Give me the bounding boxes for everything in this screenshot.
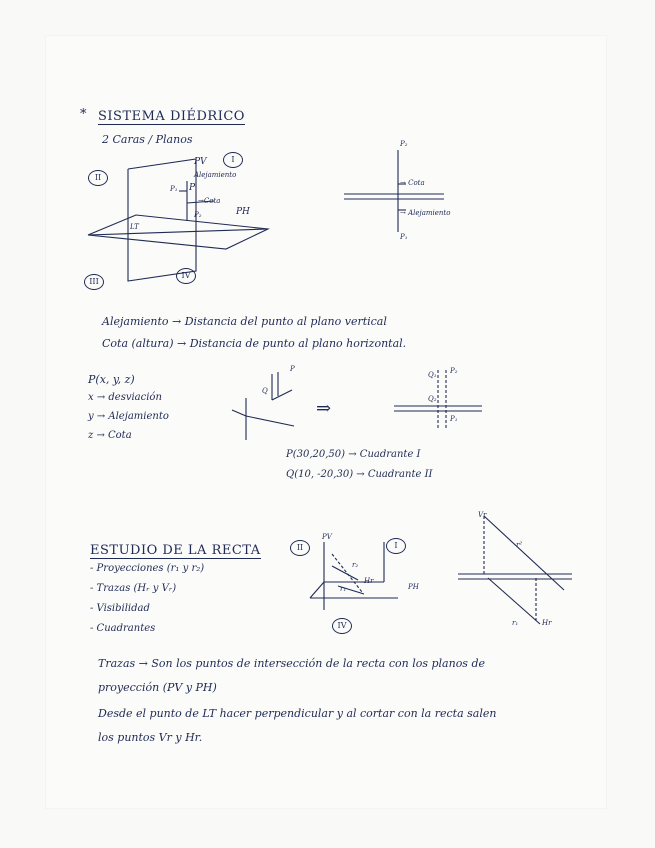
label-lt: LT bbox=[130, 223, 139, 231]
line-label-ph: PH bbox=[408, 583, 419, 591]
notebook-sheet bbox=[46, 36, 606, 808]
label-pv: PV bbox=[194, 157, 207, 167]
label-p1: P₁ bbox=[170, 185, 178, 193]
section2-item-3: - Visibilidad bbox=[90, 603, 150, 614]
section2-item-2: - Trazas (Hᵣ y Vᵣ) bbox=[90, 583, 177, 594]
label-p2: P₂ bbox=[194, 211, 202, 219]
mini-label-p1: P₁ bbox=[450, 415, 458, 423]
quadrant-4-badge: IV bbox=[176, 268, 196, 284]
label-ph: PH bbox=[236, 207, 250, 217]
mini-label-p: P bbox=[290, 365, 295, 373]
proj2-label-vr: Vr bbox=[478, 511, 487, 519]
label-p: P bbox=[189, 183, 196, 193]
section1-title: SISTEMA DIÉDRICO bbox=[98, 109, 245, 124]
line-quadrant-1-badge: I bbox=[386, 538, 406, 554]
definition-cota: Cota (altura) → Distancia de punto al plano horizontal. bbox=[102, 337, 407, 350]
quadrant-1-badge: I bbox=[223, 152, 243, 168]
mini-label-q2: Q₂ bbox=[428, 395, 437, 403]
line-label-hr: Hr bbox=[364, 577, 374, 585]
line-label-r1: r₁ bbox=[340, 585, 347, 593]
line-quadrant-2-badge: II bbox=[290, 540, 310, 556]
line-label-r2: r₂ bbox=[352, 561, 359, 569]
proj2-label-r1: r₁ bbox=[512, 619, 519, 627]
mini-label-p2: P₂ bbox=[450, 367, 458, 375]
paragraph-trazas-3: Desde el punto de LT hacer perpendicular y al cortar con la recta salen bbox=[98, 707, 497, 720]
example-q: Q(10, -20,30) → Cuadrante II bbox=[286, 469, 433, 480]
quadrant-2-badge: II bbox=[88, 170, 108, 186]
definition-alejamiento: Alejamiento → Distancia del punto al plano vertical bbox=[102, 315, 387, 328]
asterisk-bullet: * bbox=[80, 107, 87, 122]
proj-label-alejamiento: → Alejamiento bbox=[400, 209, 451, 217]
proj-label-cota: → Cota bbox=[400, 179, 425, 187]
paragraph-trazas-4: los puntos Vr y Hr. bbox=[98, 731, 203, 744]
section2-title: ESTUDIO DE LA RECTA bbox=[90, 543, 261, 558]
coords-line-x: x → desviación bbox=[88, 392, 162, 403]
proj-label-p1: P₁ bbox=[400, 233, 408, 241]
projection-diagram-1 bbox=[344, 146, 454, 246]
coords-line-z: z → Cota bbox=[88, 430, 132, 441]
mini-projection-diagram bbox=[394, 366, 494, 436]
label-alejamiento: Alejamiento bbox=[194, 171, 237, 179]
section2-item-4: - Cuadrantes bbox=[90, 623, 156, 634]
mini-label-q: Q bbox=[262, 387, 268, 395]
line-quadrant-4-badge: IV bbox=[332, 618, 352, 634]
proj2-label-r2: r² bbox=[516, 541, 523, 549]
coords-line-y: y → Alejamiento bbox=[88, 411, 169, 422]
line-label-pv: PV bbox=[322, 533, 332, 541]
label-cota: →Cota bbox=[198, 197, 221, 205]
paragraph-trazas-2: proyección (PV y PH) bbox=[98, 681, 217, 694]
coords-title: P(x, y, z) bbox=[88, 373, 135, 386]
proj-label-p2: P₂ bbox=[400, 140, 408, 148]
mini-3d-diagram bbox=[234, 366, 324, 446]
mini-label-q1: Q₁ bbox=[428, 371, 437, 379]
section1-subtitle: 2 Caras / Planos bbox=[102, 133, 193, 146]
example-p: P(30,20,50) → Cuadrante I bbox=[286, 449, 421, 460]
section2-item-1: - Proyecciones (r₁ y r₂) bbox=[90, 563, 205, 574]
paragraph-trazas-1: Trazas → Son los puntos de intersección de la recta con los planos de bbox=[98, 657, 486, 670]
quadrant-3-badge: III bbox=[84, 274, 104, 290]
line-projection-diagram bbox=[458, 510, 578, 630]
implies-arrow: ⇒ bbox=[316, 398, 332, 419]
proj2-label-hr: Hr bbox=[542, 619, 552, 627]
